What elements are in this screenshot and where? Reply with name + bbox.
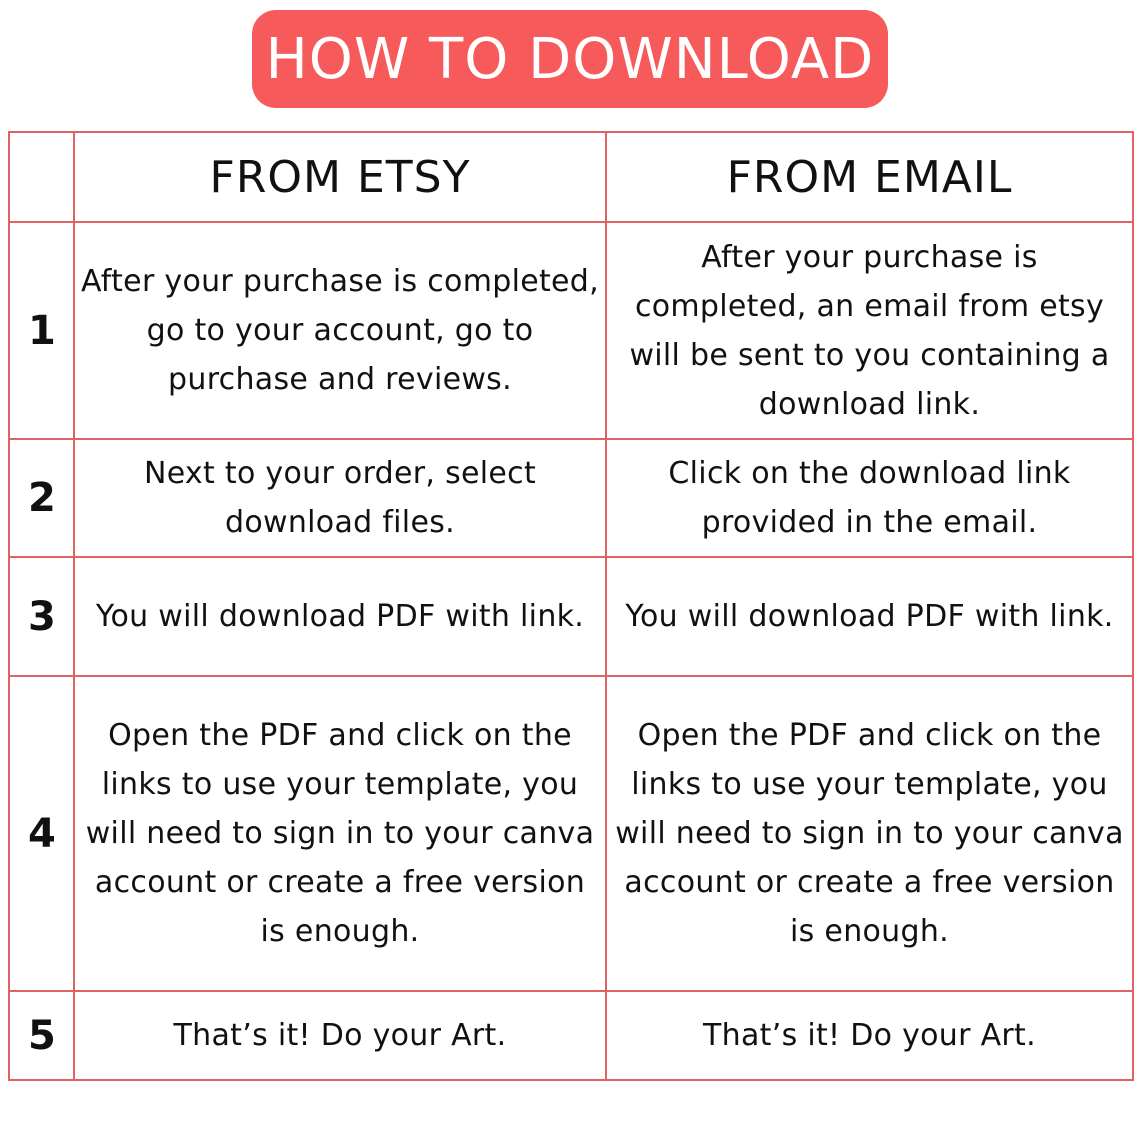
- table-row: [9, 557, 1133, 676]
- email-step-text: Open the PDF and click on the links to use your template, you will need to sign in to your canva account or create a free version is enough.: [606, 676, 1133, 991]
- header-step-number: [9, 132, 74, 222]
- etsy-step-text: After your purchase is completed, go to your account, go to purchase and reviews.: [74, 222, 606, 439]
- header-from-etsy: FROM ETSY: [74, 132, 606, 222]
- email-step-text: After your purchase is completed, an email from etsy will be sent to you containing a download link.: [606, 222, 1133, 439]
- email-step-text: That’s it! Do your Art.: [606, 991, 1133, 1080]
- step-number: 5: [9, 991, 74, 1080]
- table-row: [9, 222, 1133, 439]
- step-number: 1: [9, 222, 74, 439]
- etsy-step-text: You will download PDF with link.: [74, 557, 606, 676]
- page-title: HOW TO DOWNLOAD: [265, 26, 875, 92]
- table-header-row: [9, 132, 1133, 222]
- table-row: [9, 439, 1133, 557]
- step-number: 3: [9, 557, 74, 676]
- table-row: [9, 676, 1133, 991]
- step-number: 2: [9, 439, 74, 557]
- header-from-email: FROM EMAIL: [606, 132, 1133, 222]
- etsy-step-text: That’s it! Do your Art.: [74, 991, 606, 1080]
- title-banner: [252, 10, 888, 108]
- etsy-step-text: Next to your order, select download files.: [74, 439, 606, 557]
- step-number: 4: [9, 676, 74, 991]
- etsy-step-text: Open the PDF and click on the links to use your template, you will need to sign in to your canva account or create a free version is enough.: [74, 676, 606, 991]
- download-steps-table: [8, 131, 1134, 1081]
- table-row: [9, 991, 1133, 1080]
- email-step-text: Click on the download link provided in the email.: [606, 439, 1133, 557]
- email-step-text: You will download PDF with link.: [606, 557, 1133, 676]
